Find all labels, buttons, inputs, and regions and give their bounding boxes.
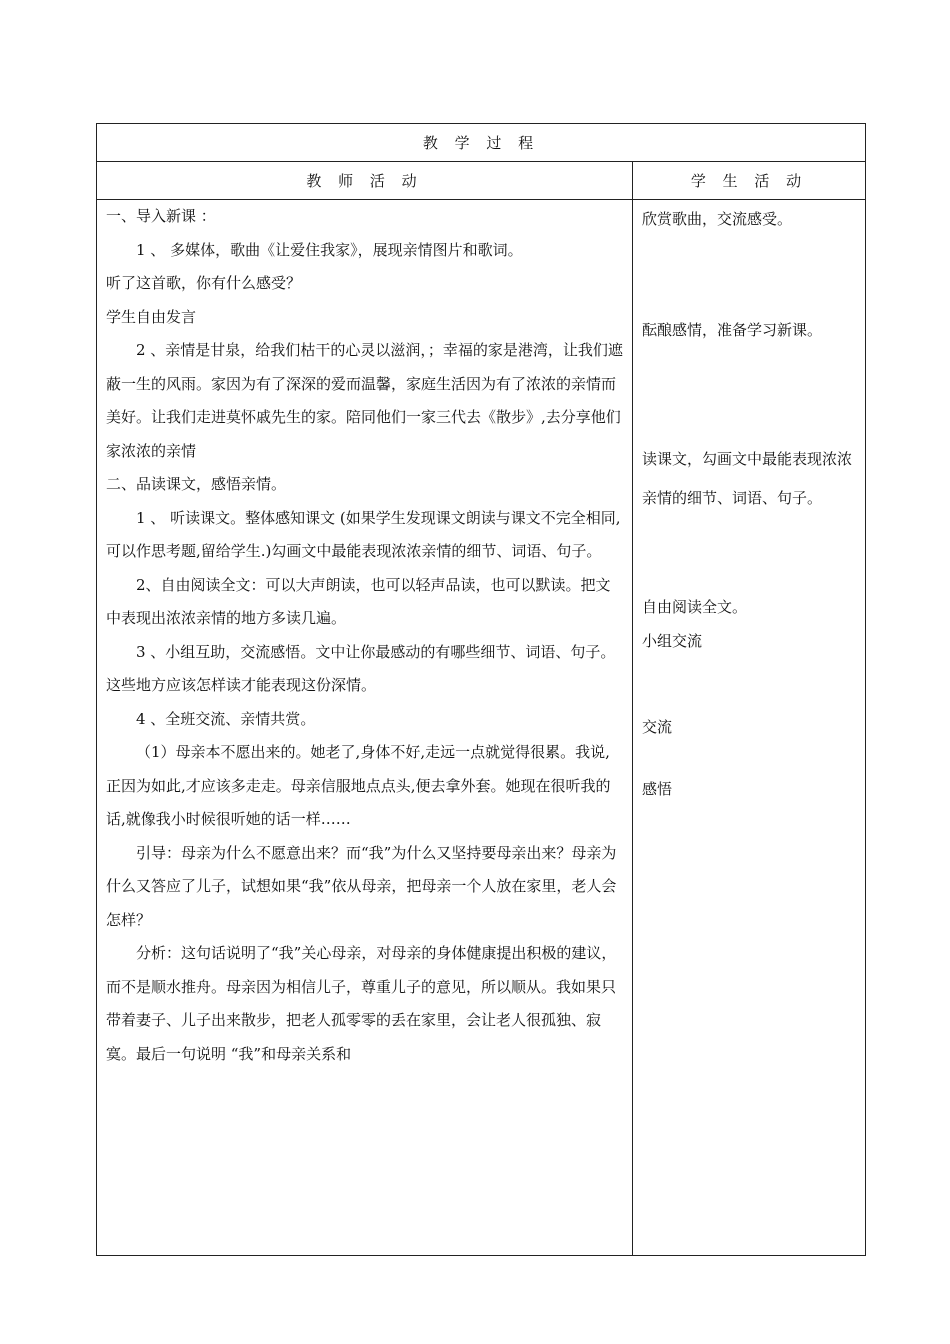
column-divider (632, 162, 633, 1255)
student-note: 自由阅读全文。 (642, 598, 748, 616)
student-note: 小组交流 (642, 632, 703, 650)
row-divider (97, 161, 865, 162)
paragraph: 听了这首歌，你有什么感受？ (106, 274, 302, 292)
paragraph: 1 、 听读课文。整体感知课文 (如果学生发现课文朗读与课文不完全相同,可以作思考题,留给学生.)勾画文中最能表现浓浓亲情的细节、词语、句子。 (106, 508, 621, 560)
student-note: 读课文，勾画文中最能表现浓浓亲情的细节、词语、句子。 (642, 450, 853, 507)
paragraph: （1）母亲本不愿出来的。她老了,身体不好,走远一点就觉得很累。我说,正因为如此,才应该多走走。母亲信服地点点头,便去拿外套。她现在很听我的话,就像我小时候很听她的话一样…… (106, 743, 611, 828)
student-note: 交流 (642, 718, 673, 736)
student-note: 欣赏歌曲，交流感受。 (642, 210, 793, 228)
paragraph: 1 、 多媒体，歌曲《让爱住我家》，展现亲情图片和歌词。 (136, 240, 523, 259)
paragraph: 引导：母亲为什么不愿意出来？而“我”为什么又坚持要母亲出来？母亲为什么又答应了儿子，试想如果“我”依从母亲，把母亲一个人放在家里，老人会怎样？ (106, 843, 617, 929)
paragraph: 学生自由发言 (106, 307, 197, 326)
teacher-activity-header: 教 师 活 动 (306, 172, 423, 190)
section-heading: 二、品读课文，感悟亲情。 (106, 475, 287, 493)
section-heading: 一、导入新课 ： (106, 207, 216, 225)
student-note: 酝酿感情，准备学习新课。 (642, 321, 823, 339)
paragraph: 2 、亲情是甘泉，给我们枯干的心灵以滋润，；幸福的家是港湾，让我们遮蔽一生的风雨。家因为有了深深的爱而温馨，家庭生活因为有了浓浓的亲情而美好。让我们走进莫怀戚先生的家。陪同他们一家三代去《散步》,去分享他们家浓浓的亲情 (106, 341, 623, 460)
paragraph: 3 、小组互助，交流感悟。文中让你最感动的有哪些细节、词语、句子。这些地方应该怎样读才能表现这份深情。 (106, 642, 616, 694)
table-title: 教 学 过 程 (422, 134, 540, 152)
paragraph: 分析：这句话说明了“我”关心母亲，对母亲的身体健康提出积极的建议，而不是顺水推舟。母亲因为相信儿子，尊重儿子的意见，所以顺从。我如果只带着妻子、儿子出来散步，把老人孤零零的丢在家里，会让老人很孤独、寂寞。最后一句说明 “我”和母亲关系和 (106, 944, 617, 1063)
student-activity-header: 学 生 活 动 (690, 172, 808, 190)
teacher-activity-column (106, 200, 624, 1071)
paragraph: 2、自由阅读全文：可以大声朗读，也可以轻声品读，也可以默读。把文中表现出浓浓亲情的地方多读几遍。 (106, 575, 611, 627)
paragraph: 4 、全班交流、亲情共赏。 (136, 709, 316, 728)
student-note: 感悟 (642, 780, 673, 798)
lesson-table (96, 123, 866, 1256)
